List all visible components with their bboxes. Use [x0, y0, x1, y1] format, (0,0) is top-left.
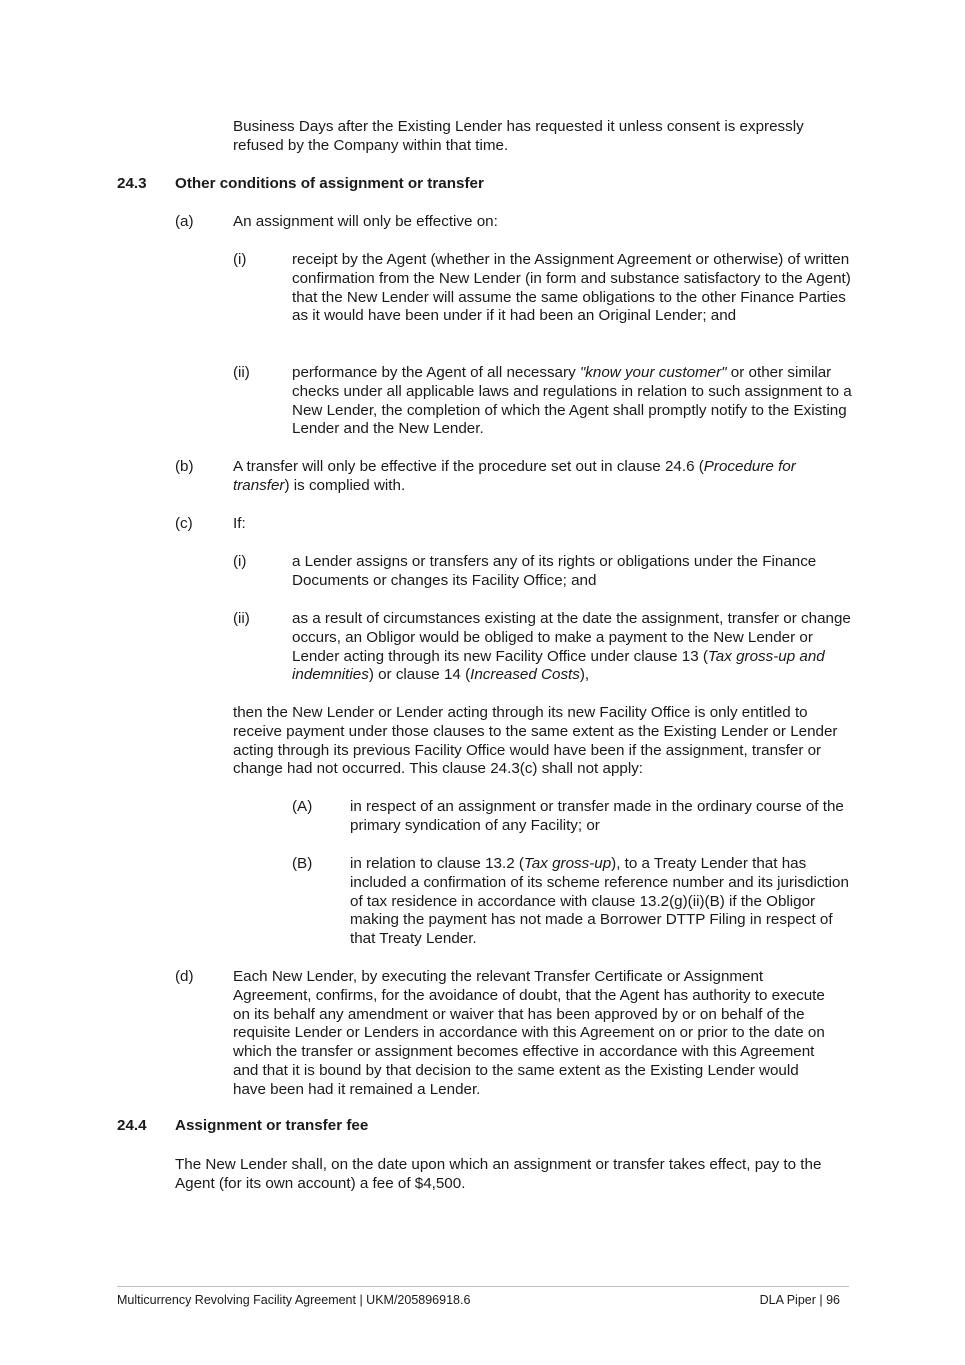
footer-document-ref: Multicurrency Revolving Facility Agreement | UKM/205896918.6 — [117, 1293, 471, 1307]
para-c-A-label: (A) — [292, 798, 313, 815]
para-c-B-label: (B) — [292, 855, 313, 872]
para-c-then-text: then the New Lender or Lender acting through its new Facility Office is only entitled to receive payment under those clauses to the same extent as the Existing Lender or Lender acting through its previous Facility Office would have been if the assignment, transfer or change had not occurred. This clause 24.3(c) shall not apply: — [233, 704, 838, 778]
para-c-text: If: — [233, 515, 246, 532]
clause-24-3-heading: Other conditions of assignment or transfer — [175, 175, 484, 192]
para-a-label: (a) — [175, 213, 194, 230]
para-a-ii-label: (ii) — [233, 364, 250, 381]
para-c-A-text: in respect of an assignment or transfer made in the ordinary course of the primary syndication of any Facility; or — [350, 798, 844, 834]
para-a-i-text: receipt by the Agent (whether in the Assignment Agreement or otherwise) of written confirmation from the New Lender (in form and substance satisfactory to the Agent) that the New Lender will assume the same obligations to the other Finance Parties as it would have been under if it had been an Original Lender; and — [292, 251, 851, 325]
footer-page-number: DLA Piper | 96 — [759, 1293, 840, 1307]
para-a-ii-text: performance by the Agent of all necessary "know your customer" or other similar checks under all applicable laws and regulations in relation to such assignment to a New Lender, the completion of which the Agent shall promptly notify to the Existing Lender and the New Lender. — [292, 364, 852, 438]
footer-divider — [117, 1286, 849, 1287]
para-c-i-label: (i) — [233, 553, 247, 570]
procedure-for-transfer-ref: Procedure for transfer — [233, 458, 796, 494]
clause-24-4-text: The New Lender shall, on the date upon which an assignment or transfer takes effect, pay to the Agent (for its own account) a fee of $4,500. — [175, 1156, 822, 1192]
para-c-B-text: in relation to clause 13.2 (Tax gross-up), to a Treaty Lender that has included a confirmation of its scheme reference number and its jurisdiction of tax residence in accordance with clause 13.2(g)(ii)(B) if the Obligor making the payment has not made a Borrower DTTP Filing in respect of that Treaty Lender. — [350, 855, 849, 948]
para-a-text: An assignment will only be effective on: — [233, 213, 498, 230]
clause-24-4-heading: Assignment or transfer fee — [175, 1117, 369, 1134]
continuation-paragraph: Business Days after the Existing Lender has requested it unless consent is expressly refused by the Company within that time. — [233, 118, 804, 154]
para-d-text: Each New Lender, by executing the relevant Transfer Certificate or Assignment Agreement, confirms, for the avoidance of doubt, that the Agent has authority to execute on its behalf any amendment or waiver that has been approved by or on behalf of the requisite Lender or Lenders in accordance with this Agreement on or prior to the date on which the transfer or assignment becomes effective in accordance with this Agreement and that it is bound by that decision to the same extent as the Existing Lender would have been had it remained a Lender. — [233, 968, 825, 1098]
clause-24-4-number: 24.4 — [117, 1117, 147, 1134]
para-c-label: (c) — [175, 515, 193, 532]
clause-24-3-number: 24.3 — [117, 175, 147, 192]
kyc-term: "know your customer" — [579, 364, 727, 381]
para-b-label: (b) — [175, 458, 194, 475]
para-c-ii-label: (ii) — [233, 610, 250, 627]
para-a-i-label: (i) — [233, 251, 247, 268]
para-b-text: A transfer will only be effective if the procedure set out in clause 24.6 (Procedure for transfer) is complied with. — [233, 458, 796, 494]
para-c-ii-text: as a result of circumstances existing at the date the assignment, transfer or change occurs, an Obligor would be obliged to make a payment to the New Lender or Lender acting through its new Facility Office under clause 13 (Tax gross-up and indemnities) or clause 14 (Increased Costs), — [292, 610, 851, 684]
para-d-label: (d) — [175, 968, 194, 985]
para-c-i-text: a Lender assigns or transfers any of its rights or obligations under the Finance Documents or changes its Facility Office; and — [292, 553, 817, 589]
